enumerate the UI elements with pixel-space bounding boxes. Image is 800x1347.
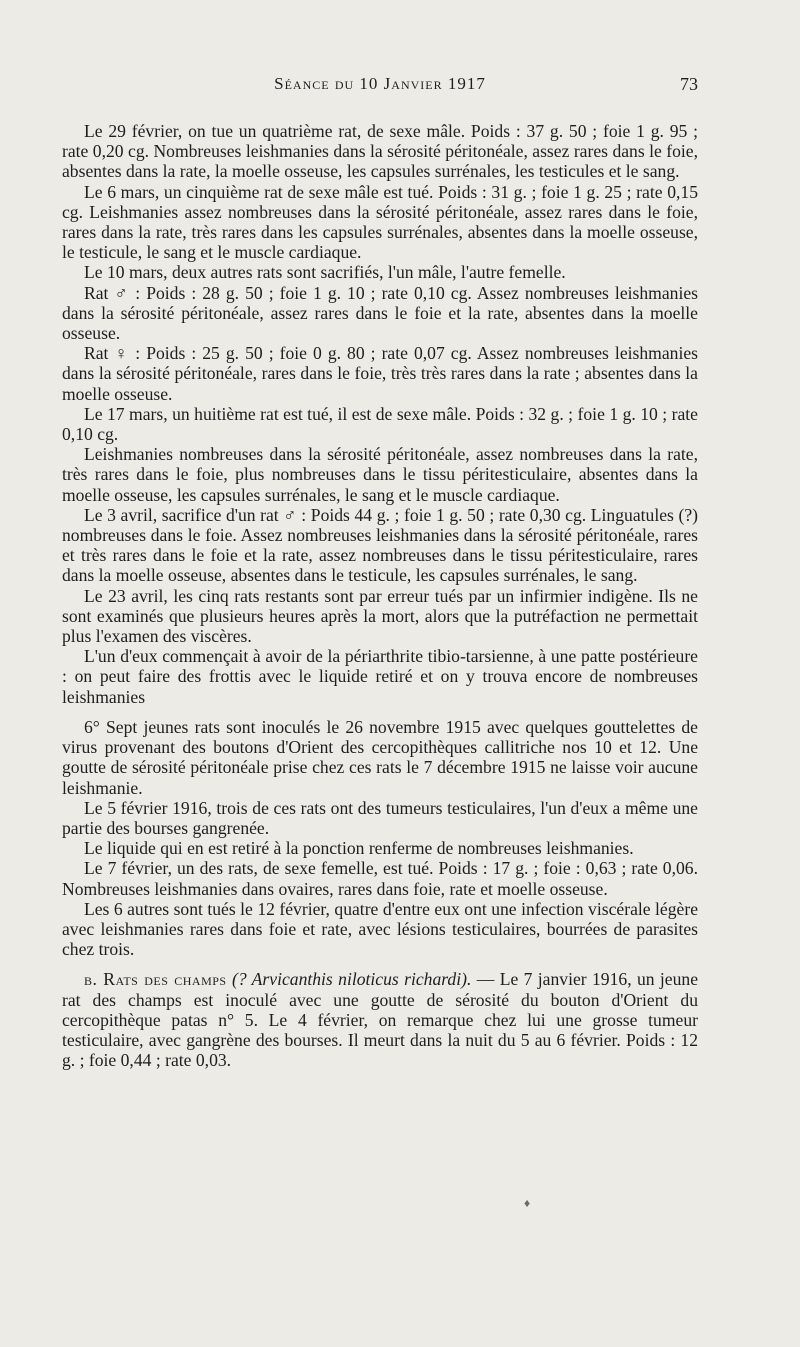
paragraph: 6° Sept jeunes rats sont inoculés le 26 novembre 1915 avec quelques gouttelettes de virus provenant des boutons d'Orient des cercopithèques callitriche nos 10 et 12. Une goutte de sérosité péritonéale prise chez ces rats le 7 décembre 1915 ne laisse voir aucune leishmanie.	[62, 716, 698, 798]
paragraph: Le 17 mars, un huitième rat est tué, il est de sexe mâle. Poids : 32 g. ; foie 1 g. 10 ; rate 0,10 cg.	[62, 403, 698, 445]
page-number: 73	[680, 74, 698, 94]
paragraph: Le 5 février 1916, trois de ces rats ont des tumeurs testiculaires, l'un d'eux a même une partie des bourses gangrenée.	[62, 797, 698, 838]
beta-section-paragraph	[62, 969, 698, 1070]
ink-mark-icon: ♦	[524, 1196, 531, 1210]
paragraph: Rat ♀ : Poids : 25 g. 50 ; foie 0 g. 80 ; rate 0,07 cg. Assez nombreuses leishmanies dans la sérosité péritonéale, rares dans le foie, très très rares dans la rate ; absentes dans la moelle osseuse.	[62, 343, 698, 404]
paragraph: L'un d'eux commençait à avoir de la périarthrite tibio-tarsienne, à une patte postérieure : on peut faire des frottis avec le liquide retiré et on y trouva encore de nombreuses leishmanies	[62, 646, 698, 707]
running-title: Séance du 10 Janvier 1917	[274, 74, 486, 93]
paragraph: Le 23 avril, les cinq rats restants sont par erreur tués par un infirmier indigène. Ils ne sont examinés que plusieurs heures après la mort, alors que la putréfaction ne permettait plus l'examen des viscères.	[62, 585, 698, 647]
paragraph: Le 10 mars, deux autres rats sont sacrifiés, l'un mâle, l'autre femelle.	[84, 262, 566, 283]
paragraph: Le liquide qui en est retiré à la ponction renferme de nombreuses leishmanies.	[84, 838, 634, 859]
section-label: β. Rats des champs	[84, 969, 227, 990]
body-text	[62, 121, 698, 1070]
paragraph: Les 6 autres sont tués le 12 février, quatre d'entre eux ont une infection viscérale légère avec leishmanies rares dans foie et rate, avec lésions testiculaires, bourrées de parasites chez trois.	[62, 898, 698, 960]
paragraph: Le 29 février, on tue un quatrième rat, de sexe mâle. Poids : 37 g. 50 ; foie 1 g. 95 ; rate 0,20 cg. Nombreuses leishmanies dans la sérosité péritonéale, assez rares dans le foie, absentes dans la rate, la moelle osseuse, les capsules surrénales, les testicules et le sang.	[62, 121, 698, 182]
page-header	[62, 74, 698, 100]
paragraph: Rat ♂ : Poids : 28 g. 50 ; foie 1 g. 10 ; rate 0,10 cg. Assez nombreuses leishmanies dans la sérosité péritonéale, assez rares dans le foie et la rate, absentes dans la moelle osseuse.	[62, 282, 698, 344]
paragraph: Leishmanies nombreuses dans la sérosité péritonéale, assez nombreuses dans la rate, très rares dans le foie, plus nombreuses dans le tissu péritesticulaire, absentes dans la moelle osseuse, les capsules surrénales, le sang et le muscle cardiaque.	[62, 444, 698, 505]
section-text: — Le 7 janvier 1916, un jeune rat des champs est inoculé avec une goutte de sérosité du bouton d'Orient du cercopithèque patas n° 5. Le 4 février, on remarque chez lui une grosse tumeur testiculaire, avec gangrène des bourses. Il meurt dans la nuit du 5 au 6 février. Poids : 12 g. ; foie 0,44 ; rate 0,03.	[62, 969, 699, 1071]
paragraph: Le 3 avril, sacrifice d'un rat ♂ : Poids 44 g. ; foie 1 g. 50 ; rate 0,30 cg. Linguatules (?) nombreuses dans le foie. Assez nombreuses leishmanies dans la sérosité péritonéale, rares et très rares dans le foie et la rate, assez nombreuses dans le tissu péritesticulaire, rares dans la moelle osseuse, absentes dans le testicule, les capsules surrénales, le sang.	[62, 504, 698, 586]
paragraph: Le 6 mars, un cinquième rat de sexe mâle est tué. Poids : 31 g. ; foie 1 g. 25 ; rate 0,15 cg. Leishmanies assez nombreuses dans la sérosité péritonéale, assez rares dans le foie, rares dans la rate, très rares dans les capsules surrénales, absentes dans la moelle osseuse, le testicule, le sang et le muscle cardiaque.	[62, 181, 698, 263]
species-name: (? Arvicanthis niloticus richardi).	[231, 969, 472, 990]
paragraph: Le 7 février, un des rats, de sexe femelle, est tué. Poids : 17 g. ; foie : 0,63 ; rate 0,06. Nombreuses leishmanies dans ovaires, rares dans foie, rate et moelle osseuse.	[62, 858, 698, 899]
